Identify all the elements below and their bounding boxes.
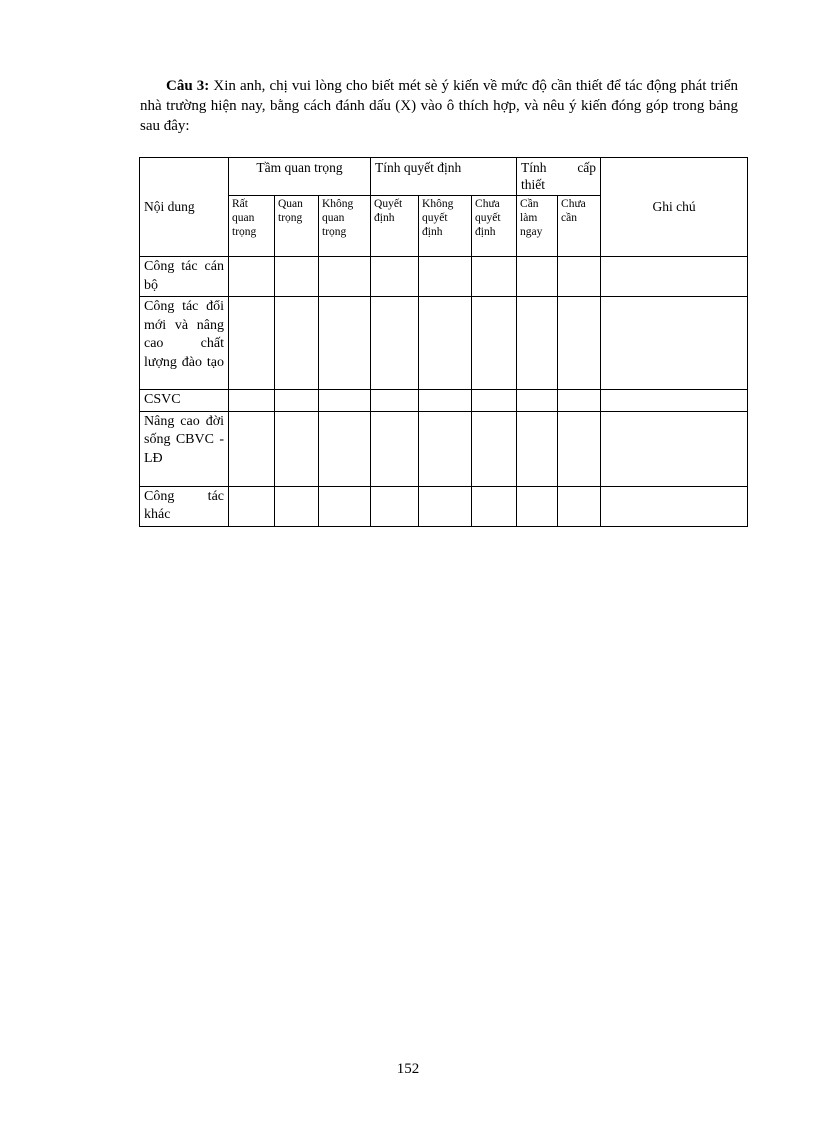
check-cell[interactable] — [419, 411, 472, 486]
check-cell[interactable] — [371, 297, 419, 390]
check-cell[interactable] — [517, 486, 558, 526]
subheader-chua-can: Chưa cần — [558, 196, 601, 257]
check-cell[interactable] — [517, 411, 558, 486]
row-label: Công tác đổi mới và nâng cao chất lượng đào tạo — [140, 297, 229, 390]
check-cell[interactable] — [472, 297, 517, 390]
check-cell[interactable] — [229, 486, 275, 526]
check-cell[interactable] — [472, 486, 517, 526]
row-label: Nâng cao đời sống CBVC - LĐ — [140, 411, 229, 486]
check-cell[interactable] — [229, 257, 275, 297]
check-cell[interactable] — [319, 390, 371, 412]
check-cell[interactable] — [275, 390, 319, 412]
note-cell[interactable] — [601, 297, 748, 390]
subheader-chua-quyet-dinh: Chưa quyết định — [472, 196, 517, 257]
note-cell[interactable] — [601, 390, 748, 412]
question-text: Xin anh, chị vui lòng cho biết mét sè ý kiến về mức độ cần thiết để tác động phát triển nhà trường hiện nay, bằng cách đánh dấu (X) vào ô thích hợp, và nêu ý kiến đóng góp trong bảng sau đây: — [140, 78, 739, 134]
subheader-khong-quan-trong: Không quan trọng — [319, 196, 371, 257]
check-cell[interactable] — [517, 257, 558, 297]
table-header-row — [140, 158, 748, 196]
check-cell[interactable] — [229, 411, 275, 486]
table-row — [140, 390, 748, 412]
check-cell[interactable] — [558, 411, 601, 486]
header-tinh-cap-thiet-word2: cấp — [577, 160, 597, 175]
check-cell[interactable] — [472, 390, 517, 412]
check-cell[interactable] — [419, 257, 472, 297]
check-cell[interactable] — [275, 297, 319, 390]
check-cell[interactable] — [229, 390, 275, 412]
page-number: 152 — [396, 1061, 420, 1077]
header-noi-dung: Nội dung — [140, 158, 229, 257]
note-cell[interactable] — [601, 411, 748, 486]
check-cell[interactable] — [419, 297, 472, 390]
table-row — [140, 257, 748, 297]
subheader-khong-quyet-dinh: Không quyết định — [419, 196, 472, 257]
table-row — [140, 297, 748, 390]
subheader-quyet-dinh: Quyết định — [371, 196, 419, 257]
header-tinh-quyet-dinh: Tính quyết định — [371, 158, 517, 196]
header-tam-quan-trong: Tầm quan trọng — [229, 158, 371, 196]
check-cell[interactable] — [419, 390, 472, 412]
check-cell[interactable] — [558, 257, 601, 297]
question-label: Câu 3: — [166, 78, 210, 94]
header-tinh-cap-thiet-word1: Tính — [521, 160, 547, 175]
check-cell[interactable] — [319, 297, 371, 390]
note-cell[interactable] — [601, 486, 748, 526]
row-label: CSVC — [140, 390, 229, 412]
question-paragraph — [140, 76, 738, 136]
check-cell[interactable] — [472, 411, 517, 486]
check-cell[interactable] — [319, 411, 371, 486]
check-cell[interactable] — [472, 257, 517, 297]
subheader-quan-trong: Quan trọng — [275, 196, 319, 257]
check-cell[interactable] — [371, 390, 419, 412]
table-row — [140, 486, 748, 526]
check-cell[interactable] — [558, 486, 601, 526]
note-cell[interactable] — [601, 257, 748, 297]
survey-table — [139, 157, 748, 527]
check-cell[interactable] — [371, 411, 419, 486]
check-cell[interactable] — [371, 486, 419, 526]
row-label: Công tác cán bộ — [140, 257, 229, 297]
header-ghi-chu: Ghi chú — [601, 158, 748, 257]
subheader-rat-quan-trong: Rất quan trọng — [229, 196, 275, 257]
check-cell[interactable] — [517, 390, 558, 412]
check-cell[interactable] — [517, 297, 558, 390]
check-cell[interactable] — [319, 486, 371, 526]
check-cell[interactable] — [419, 486, 472, 526]
header-tinh-cap-thiet-word3: thiết — [521, 177, 546, 192]
check-cell[interactable] — [319, 257, 371, 297]
check-cell[interactable] — [558, 297, 601, 390]
check-cell[interactable] — [371, 257, 419, 297]
subheader-can-lam-ngay: Cần làm ngay — [517, 196, 558, 257]
table-row — [140, 411, 748, 486]
check-cell[interactable] — [275, 486, 319, 526]
row-label: Công tác khác — [140, 486, 229, 526]
check-cell[interactable] — [558, 390, 601, 412]
header-tinh-cap-thiet — [517, 158, 601, 196]
check-cell[interactable] — [229, 297, 275, 390]
check-cell[interactable] — [275, 411, 319, 486]
check-cell[interactable] — [275, 257, 319, 297]
